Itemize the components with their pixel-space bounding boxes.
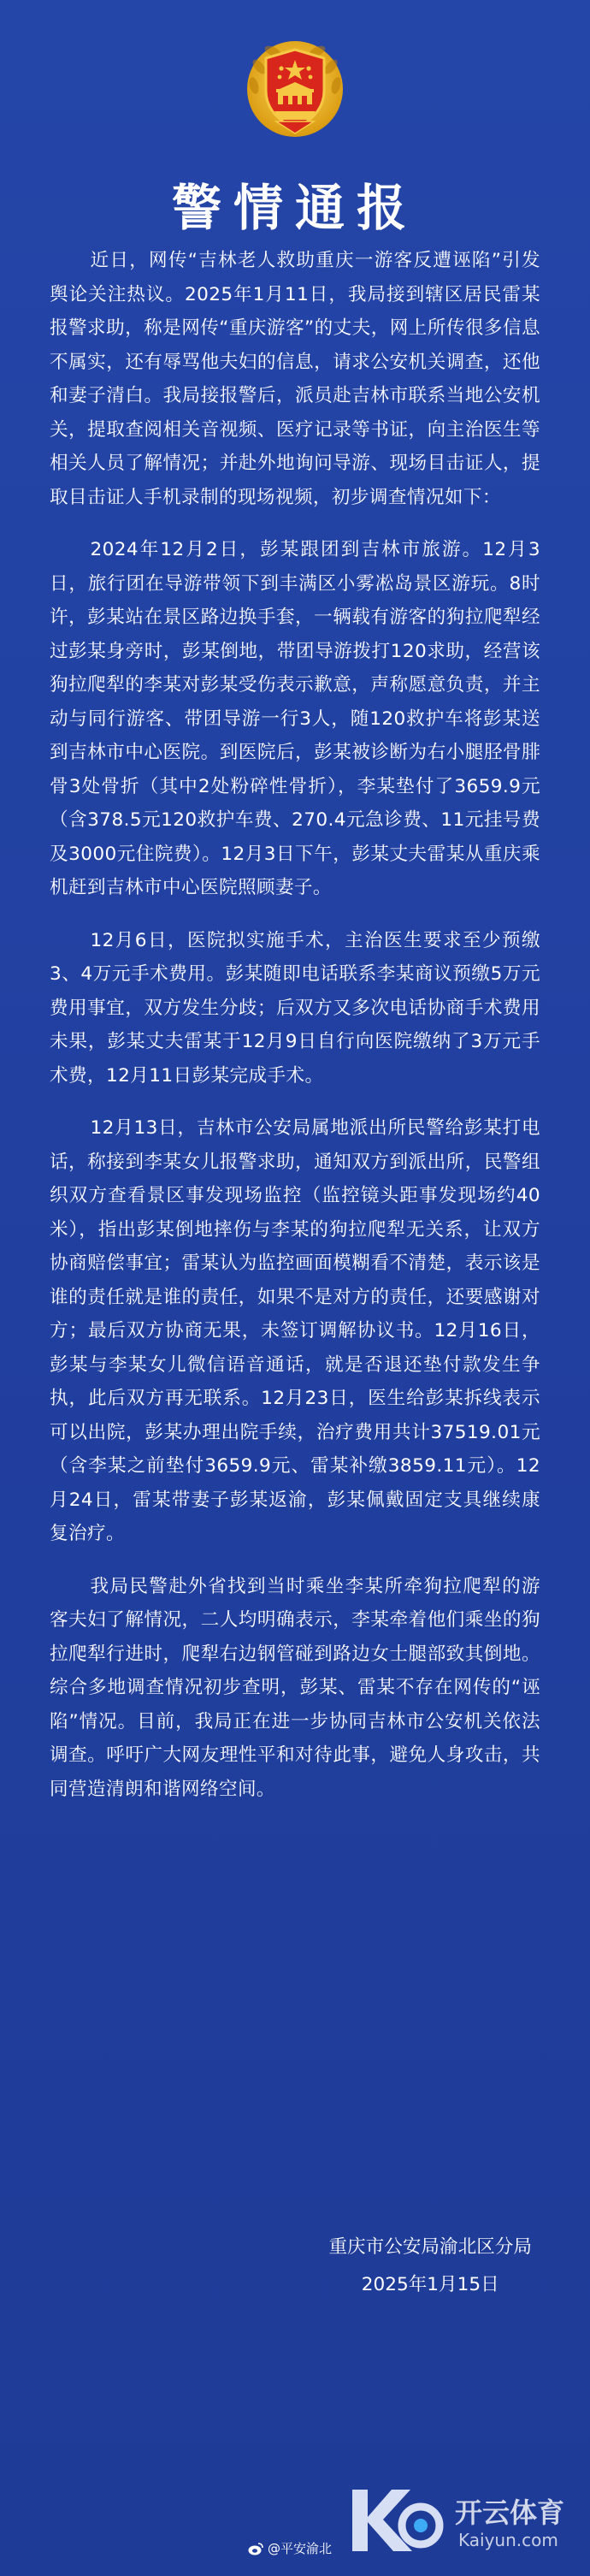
weibo-icon [248, 2542, 263, 2555]
site-name-text: 开云体育 [455, 2496, 565, 2529]
police-emblem-container [0, 38, 590, 144]
site-watermark-logo-icon [342, 2472, 581, 2567]
police-emblem-icon [242, 38, 348, 144]
signature-date: 2025年1月15日 [361, 2274, 499, 2295]
site-domain-text: Kaiyun.com [458, 2530, 558, 2550]
weibo-watermark [248, 2539, 332, 2557]
signature-org: 重庆市公安局渝北区分局 [328, 2236, 532, 2258]
weibo-handle: @平安渝北 [268, 2541, 333, 2556]
paragraph-intro: 近日，网传“吉林老人救助重庆一游客反遭诬陷”引发舆论关注热议。2025年1月11日，我局接到辖区居民雷某报警求助，称是网传“重庆游客”的丈夫，网上所传很多信息不属实，还有辱骂他夫妇的信息，请求公安机关调查，还他和妻子清白。我局接报警后，派员赴吉林市联系当地公安机关，提取查阅相关音视频、医疗记录等书证，向主治医生等相关人员了解情况；并赴外地询问导游、现场目击证人，提取目击证人手机录制的现场视频，初步调查情况如下： [50, 250, 540, 508]
paragraph-dec-2-3: 2024年12月2日，彭某跟团到吉林市旅游。12月3日，旅行团在导游带领下到丰满区小雾凇岛景区游玩。8时许，彭某站在景区路边换手套，一辆载有游客的狗拉爬犁经过彭某身旁时，彭某倒地，带团导游拨打120求助，经营该狗拉爬犁的李某对彭某受伤表示歉意，声称愿意负责，并主动与同行游客、带团导游一行3人，随120救护车将彭某送到吉林市中心医院。到医院后，彭某被诊断为右小腿胫骨腓骨3处骨折（其中2处粉碎性骨折），李某垫付了3659.9元（含378.5元120救护车费、270.4元急诊费、11元挂号费及3000元住院费）。12月3日下午，彭某丈夫雷某从重庆乘机赶到吉林市中心医院照顾妻子。 [50, 539, 540, 898]
notice-body [50, 244, 540, 1806]
signature-block [328, 2229, 532, 2304]
notice-title: 警情通报 [171, 179, 418, 237]
paragraph-dec-6: 12月6日，医院拟实施手术，主治医生要求至少预缴3、4万元手术费用。彭某随即电话联系李某商议预缴5万元费用事宜，双方发生分歧；后双方又多次电话协商手术费用未果，彭某丈夫雷某于12月9日自行向医院缴纳了3万元手术费，12月11日彭某完成手术。 [50, 929, 540, 1087]
paragraph-conclusion: 我局民警赴外省找到当时乘坐李某所牵狗拉爬犁的游客夫妇了解情况，二人均明确表示，李某牵着他们乘坐的狗拉爬犁行进时，爬犁右边钢管碰到路边女士腿部致其倒地。综合多地调查情况初步查明，彭某、雷某不存在网传的“诬陷”情况。目前，我局正在进一步协同吉林市公安机关依法调查。呼吁广大网友理性平和对待此事，避免人身攻击，共同营造清朗和谐网络空间。 [50, 1575, 540, 1800]
paragraph-dec-13: 12月13日，吉林市公安局属地派出所民警给彭某打电话，称接到李某女儿报警求助，通知双方到派出所，民警组织双方查看景区事发现场监控（监控镜头距事发现场约40米），指出彭某倒地摔伤与李某的狗拉爬犁无关系，让双方协商赔偿事宜；雷某认为监控画面模糊看不清楚，表示该是谁的责任就是谁的责任，如果不是对方的责任，还要感谢对方；最后双方协商无果，未签订调解协议书。12月16日，彭某与李某女儿微信语音通话，就是否退还垫付款发生争执，此后双方再无联系。12月23日，医生给彭某拆线表示可以出院，彭某办理出院手续，治疗费用共计37519.01元（含李某之前垫付3659.9元、雷某补缴3859.11元）。12月24日，雷某带妻子彭某返渝，彭某佩戴固定支具继续康复治疗。 [50, 1117, 540, 1544]
